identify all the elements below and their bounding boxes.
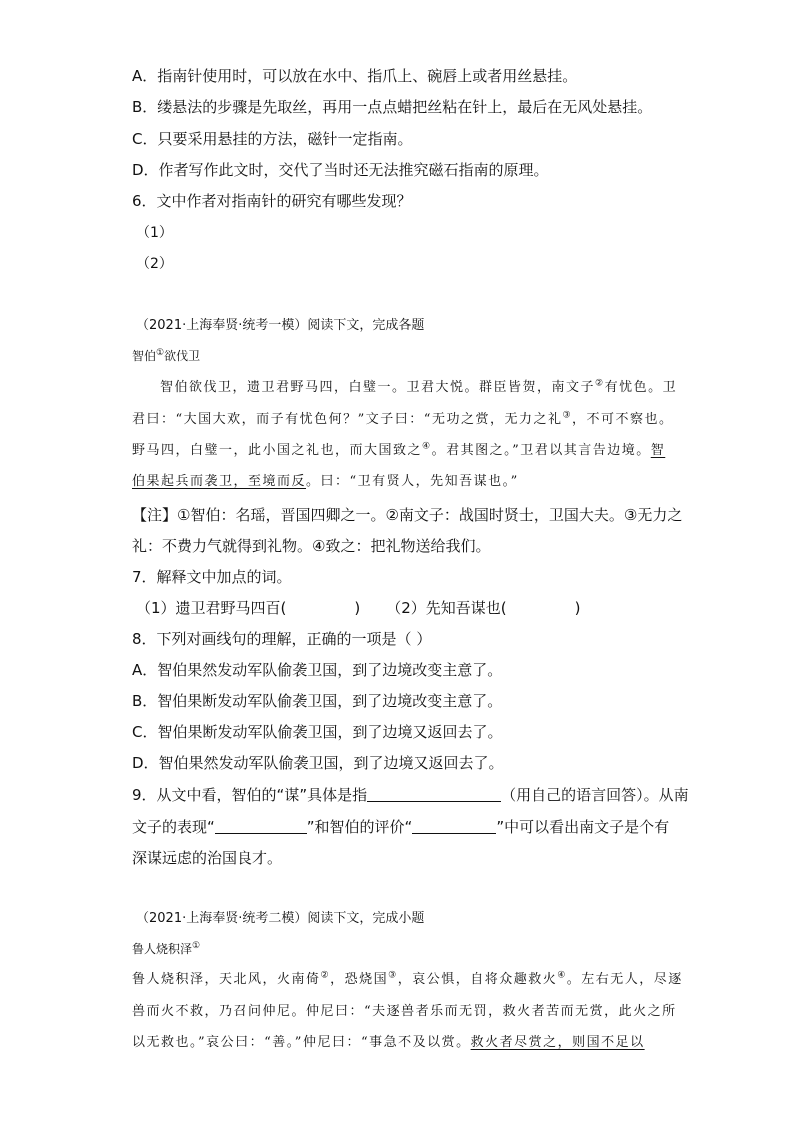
passage2-line-1: 鲁人烧积泽，天北风，火南倚②，恐烧国③，哀公惧，自将众趣救火④。左右无人，尽逐: [132, 970, 683, 987]
passage1-line-1: 智伯欲伐卫，遗卫君野马四，白璧一。卫君大悦。群臣皆贺，南文子②有忧色。卫: [160, 378, 678, 395]
answer-blank[interactable]: [412, 819, 496, 834]
q9-line-1: 9．从文中看，智伯的“谋”具体是指 （用自己的语言回答）。从南: [132, 786, 689, 804]
q5-option-b: B．缕悬法的步骤是先取丝，再用一点点蜡把丝粘在针上，最后在无风处悬挂。: [132, 98, 653, 116]
q8-option-d: D．智伯果然发动军队偷袭卫国，到了边境又返回去了。: [132, 754, 504, 772]
underlined-sentence: 智: [650, 443, 666, 458]
section1-title: 智伯①欲伐卫: [132, 348, 201, 363]
section2-title: 鲁人烧积泽①: [132, 941, 201, 956]
q8-option-a: A．智伯果然发动军队偷袭卫国，到了边境改变主意了。: [132, 661, 503, 679]
q6-answer-1: （1）: [136, 225, 173, 241]
note-line-1: 【注】①智伯：名瑶，晋国四卿之一。②南文子：战国时贤士，卫国大夫。③无力之: [132, 506, 683, 524]
q5-option-d: D．作者写作此文时，交代了当时还无法推究磁石指南的原理。: [132, 161, 549, 179]
answer-blank[interactable]: [367, 787, 501, 802]
q6-answer-2: （2）: [136, 256, 173, 272]
passage2-line-3: 以无救也。”哀公曰：“善。”仲尼曰：“事急不及以赏。救火者尽赏之，则国不足以: [132, 1035, 645, 1050]
q7-items: （1）遗卫君野马四百( ) （2）先知吾谋也( ): [136, 599, 581, 617]
q8-question: 8．下列对画线句的理解，正确的一项是（ ）: [132, 630, 432, 648]
q6-question: 6．文中作者对指南针的研究有哪些发现？: [132, 192, 412, 210]
underlined-sentence: 救火者尽赏之，则国不足以: [470, 1035, 645, 1050]
note-line-2: 礼：不费力气就得到礼物。④致之：把礼物送给我们。: [132, 537, 491, 555]
q5-option-a: A．指南针使用时，可以放在水中、指爪上、碗唇上或者用丝悬挂。: [132, 67, 578, 85]
passage1-line-3: 野马四，白璧一，此小国之礼也，而大国致之④。君其图之。”卫君以其言告边境。智: [132, 441, 666, 458]
underlined-sentence: 伯果起兵而袭卫，至境而反: [132, 474, 307, 489]
q8-option-c: C．智伯果断发动军队偷袭卫国，到了边境又返回去了。: [132, 723, 503, 741]
passage2-line-2: 兽而火不救，乃召问仲尼。仲尼曰：“夫逐兽者乐而无罚，救火者苦而无赏，此火之所: [132, 1004, 677, 1019]
q9-line-3: 深谋远虑的治国良才。: [132, 849, 283, 867]
q9-line-2: 文子的表现“ ”和智伯的评价“ ”中可以看出南文子是个有: [132, 818, 670, 836]
section1-source: （2021·上海奉贤·统考一模）阅读下文，完成各题: [136, 318, 425, 333]
q8-option-b: B．智伯果断发动军队偷袭卫国，到了边境改变主意了。: [132, 692, 503, 710]
q7-question: 7．解释文中加点的词。: [132, 568, 292, 586]
q5-option-c: C．只要采用悬挂的方法，磁针一定指南。: [132, 130, 413, 148]
answer-blank[interactable]: [215, 819, 307, 834]
passage1-line-2: 君曰：“大国大欢，而子有忧色何？”文子曰：“无功之赏，无力之礼③，不可不察也。: [132, 410, 674, 427]
section2-source: （2021·上海奉贤·统考二模）阅读下文，完成小题: [136, 911, 425, 926]
passage1-line-4: 伯果起兵而袭卫，至境而反。曰：“卫有贤人，先知吾谋也。”: [132, 474, 519, 489]
